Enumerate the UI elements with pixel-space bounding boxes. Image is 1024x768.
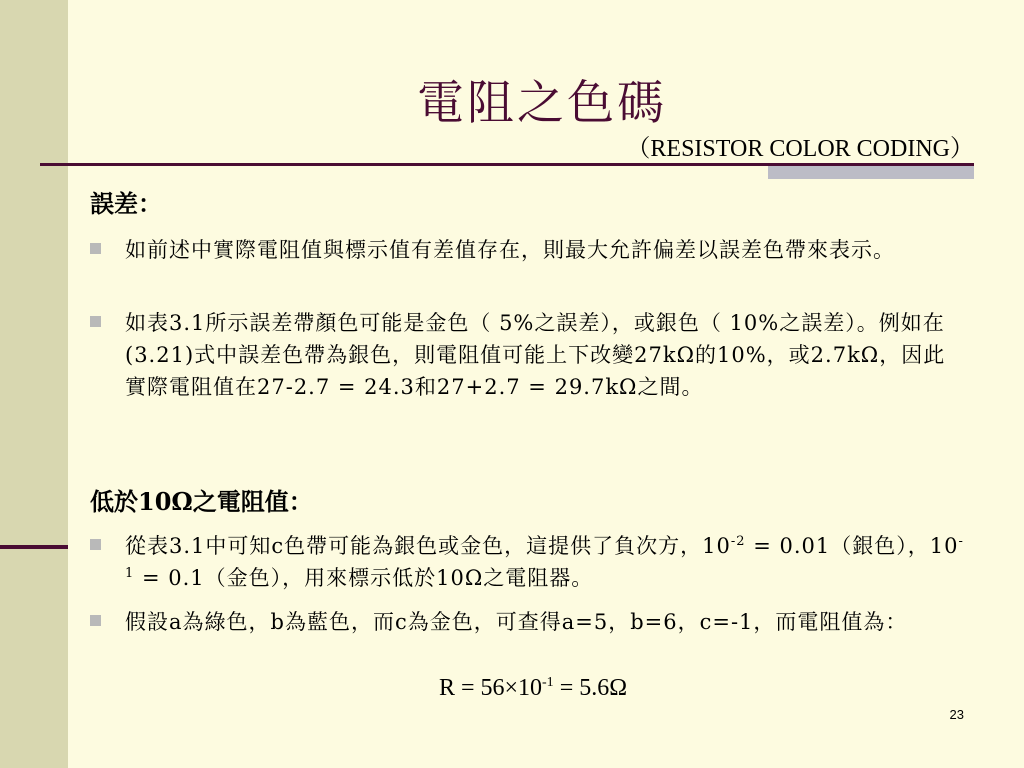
bullet-text: 如前述中實際電阻值與標示值有差值存在，則最大允許偏差以誤差色帶來表示。 <box>125 238 895 262</box>
bullet-text: 如表3.1所示誤差帶顏色可能是金色（ 5%之誤差），或銀色（ 10%之誤差）。例如在(3.21)式中誤差色帶為銀色，則電阻值可能上下改變27kΩ的10%，或2.7kΩ，因此實際電阻值在27-2.7 = 24.3和27+2.7 = 29.7kΩ之間。 <box>125 311 946 399</box>
divider-accent-bar <box>768 166 974 179</box>
exponent: -1 <box>125 534 964 581</box>
formula-right: = 5.6Ω <box>553 675 628 701</box>
slide-subtitle: （RESISTOR COLOR CODING） <box>626 136 974 162</box>
formula-exponent: -1 <box>542 675 554 690</box>
square-bullet-icon <box>90 316 101 327</box>
bullet-text-part: 從表3.1中可知c色帶可能為銀色或金色，這提供了負次方，10 <box>125 534 731 558</box>
bullet-text-part: = 0.01（銀色），10 <box>745 534 959 558</box>
square-bullet-icon <box>90 615 101 626</box>
resistance-formula <box>0 675 1024 702</box>
formula-left: R = 56×10 <box>438 675 543 701</box>
section-heading-tolerance: 誤差： <box>90 189 162 218</box>
slide-title: 電阻之色碼 <box>417 76 667 131</box>
square-bullet-icon <box>90 243 101 254</box>
exponent: -2 <box>730 534 746 549</box>
section-heading-low-resistance: 低於10Ω之電阻值： <box>90 487 313 516</box>
page-number: 23 <box>949 707 964 722</box>
bullet-text: 假設a為綠色，b為藍色，而c為金色，可查得a=5，b=6，c=-1，而電阻值為： <box>125 610 908 634</box>
bullet-text-part: = 0.1（金色），用來標示低於10Ω之電阻器。 <box>134 566 594 590</box>
square-bullet-icon <box>90 539 101 550</box>
bullet-text <box>125 530 965 594</box>
left-accent-line <box>0 545 68 549</box>
